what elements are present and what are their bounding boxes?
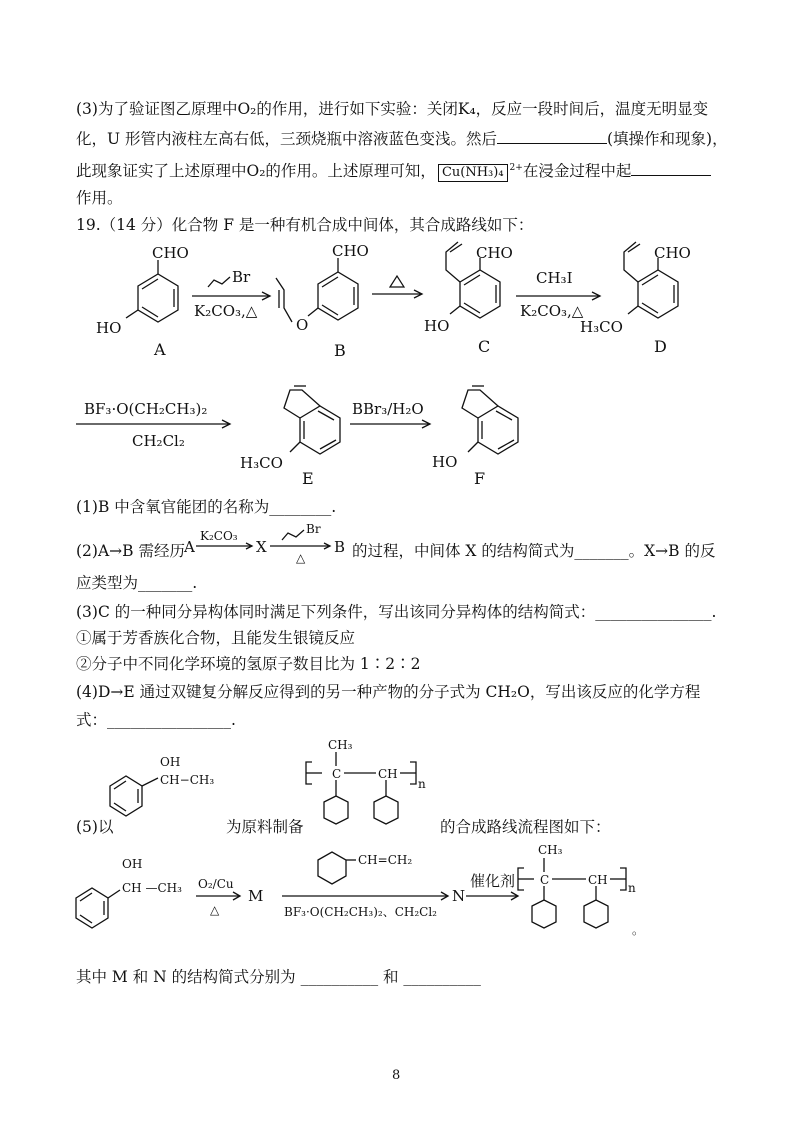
ho-group: HO xyxy=(432,453,458,471)
ho-group: HO xyxy=(424,317,450,335)
scheme-k2co3: K₂CO₃ xyxy=(200,529,238,543)
part2-inline-scheme xyxy=(183,522,345,565)
styrene-label: CH=CH₂ xyxy=(358,853,413,867)
oh-group: OH xyxy=(160,755,181,769)
q19-part2-line2: 应类型为_______. xyxy=(76,574,198,592)
ho-group: HO xyxy=(96,319,122,337)
arrow-d-to-e xyxy=(76,400,230,450)
part5-polymer xyxy=(306,738,426,824)
q19-part2-pre: (2)A→B 需经历 xyxy=(76,542,185,560)
q18-p3-line1: (3)为了验证图乙原理中O₂的作用，进行如下实验：关闭K₄，反应一段时间后，温度无明显变 xyxy=(76,100,709,118)
q19-part3-cond1: ①属于芳香族化合物，且能发生银镜反应 xyxy=(76,629,356,647)
q19-part5-prefix: (5)以 xyxy=(76,818,114,836)
end-mark: 。 xyxy=(632,923,645,937)
arrow-a-to-b xyxy=(192,268,270,320)
polymer-ch3: CH₃ xyxy=(538,843,563,857)
cho-group: CHO xyxy=(654,244,691,262)
polymer-c: C xyxy=(540,873,550,887)
q19-part5-mid: 为原料制备 xyxy=(226,818,304,836)
q19-header: 19.（14 分）化合物 F 是一种有机合成中间体，其合成路线如下： xyxy=(76,216,534,234)
label-c: C xyxy=(478,337,491,356)
compound-e xyxy=(240,386,340,488)
ether-oxygen: O xyxy=(296,316,309,334)
compound-f xyxy=(432,386,518,488)
arrow-c-to-d xyxy=(516,269,600,320)
reagent-bf3: BF₃·O(CH₂CH₃)₂ xyxy=(84,400,208,418)
label-a: A xyxy=(154,340,166,359)
q18-p3-line2b: (填操作和现象)， xyxy=(607,130,728,148)
scheme-x: X xyxy=(256,538,267,556)
label-f: F xyxy=(474,469,486,488)
compound-c xyxy=(424,242,513,356)
q19-part1: (1)B 中含氧官能团的名称为________. xyxy=(76,498,337,516)
polymer-ch: CH xyxy=(378,767,398,781)
complex-formula: Cu(NH₃)₄ xyxy=(441,165,504,181)
q19-part2-post: 的过程，中间体 X 的结构简式为_______。X→B 的反 xyxy=(352,542,716,560)
cho-group: CHO xyxy=(332,242,369,260)
reagent-br: Br xyxy=(232,268,251,286)
reagent-o2cu: O₂/Cu xyxy=(198,877,234,891)
q19-part3: (3)C 的一种同分异构体同时满足下列条件，写出该同分异构体的结构简式：_______________. xyxy=(76,603,717,621)
q19-part3-cond2: ②分子中不同化学环境的氢原子数目比为 1∶2∶2 xyxy=(76,655,421,673)
label-d: D xyxy=(654,337,667,356)
compound-b xyxy=(276,242,369,360)
q18-p3-line4: 作用。 xyxy=(76,189,123,207)
q18-p3-line3b: 在浸金过程中起 xyxy=(522,162,632,181)
intermediate-n: N xyxy=(452,887,466,905)
reagent-ch2cl2: CH₂Cl₂ xyxy=(132,432,185,450)
scheme-b: B xyxy=(334,538,346,556)
reagent-bf3-ch2cl2: BF₃·O(CH₂CH₃)₂、CH₂Cl₂ xyxy=(284,905,437,919)
scheme-a: A xyxy=(184,538,195,556)
cho-group: CHO xyxy=(152,244,189,262)
page-number: 8 xyxy=(392,1068,401,1083)
q18-p3-line3a: 此现象证实了上述原理中O₂的作用。上述原理可知， xyxy=(76,162,436,181)
polymer-c: C xyxy=(332,767,342,781)
cho-group: CHO xyxy=(476,244,513,262)
h3co-group: H₃CO xyxy=(580,318,623,336)
polymer-ch: CH xyxy=(588,873,608,887)
label-e: E xyxy=(302,469,314,488)
polymer-ch3: CH₃ xyxy=(328,738,353,752)
ch-ch3-group: CH —CH₃ xyxy=(122,881,182,895)
reagent-delta: △ xyxy=(210,903,220,917)
label-b: B xyxy=(334,341,346,360)
reagent-k2co3: K₂CO₃,△ xyxy=(194,302,258,320)
reagent-k2co3: K₂CO₃,△ xyxy=(520,302,584,320)
polymer-n: n xyxy=(418,777,426,791)
part5-scheme xyxy=(76,843,644,937)
reagent-ch3i: CH₃I xyxy=(536,269,573,287)
intermediate-m: M xyxy=(248,887,264,905)
part5-alcohol xyxy=(110,755,214,816)
arrow-b-to-c xyxy=(372,276,422,298)
complex-charge: 2+ xyxy=(509,163,523,173)
arrow-e-to-f xyxy=(350,400,430,428)
q19-part4-line1: (4)D→E 通过双键复分解反应得到的另一种产物的分子式为 CH₂O，写出该反应的化学方程 xyxy=(76,683,701,701)
q18-p3-line2a: 化，U 形管内液柱左高右低，三颈烧瓶中溶液蓝色变浅。然后 xyxy=(76,130,497,148)
catalyst-label: 催化剂 xyxy=(470,872,516,890)
scheme-delta: △ xyxy=(296,551,306,565)
q19-part5-suffix: 的合成路线流程图如下： xyxy=(440,818,611,836)
polymer-n: n xyxy=(628,881,636,895)
oh-group: OH xyxy=(122,857,143,871)
q19-part4-line2: 式：________________. xyxy=(76,711,236,729)
q19-final: 其中 M 和 N 的结构简式分别为 __________ 和 __________ xyxy=(76,968,481,986)
ch-ch3-group: CH−CH₃ xyxy=(160,773,215,787)
h3co-group: H₃CO xyxy=(240,454,283,472)
compound-a xyxy=(96,244,189,359)
compound-d xyxy=(580,242,691,356)
scheme-br: Br xyxy=(306,522,321,536)
reagent-bbr3: BBr₃/H₂O xyxy=(352,400,424,418)
